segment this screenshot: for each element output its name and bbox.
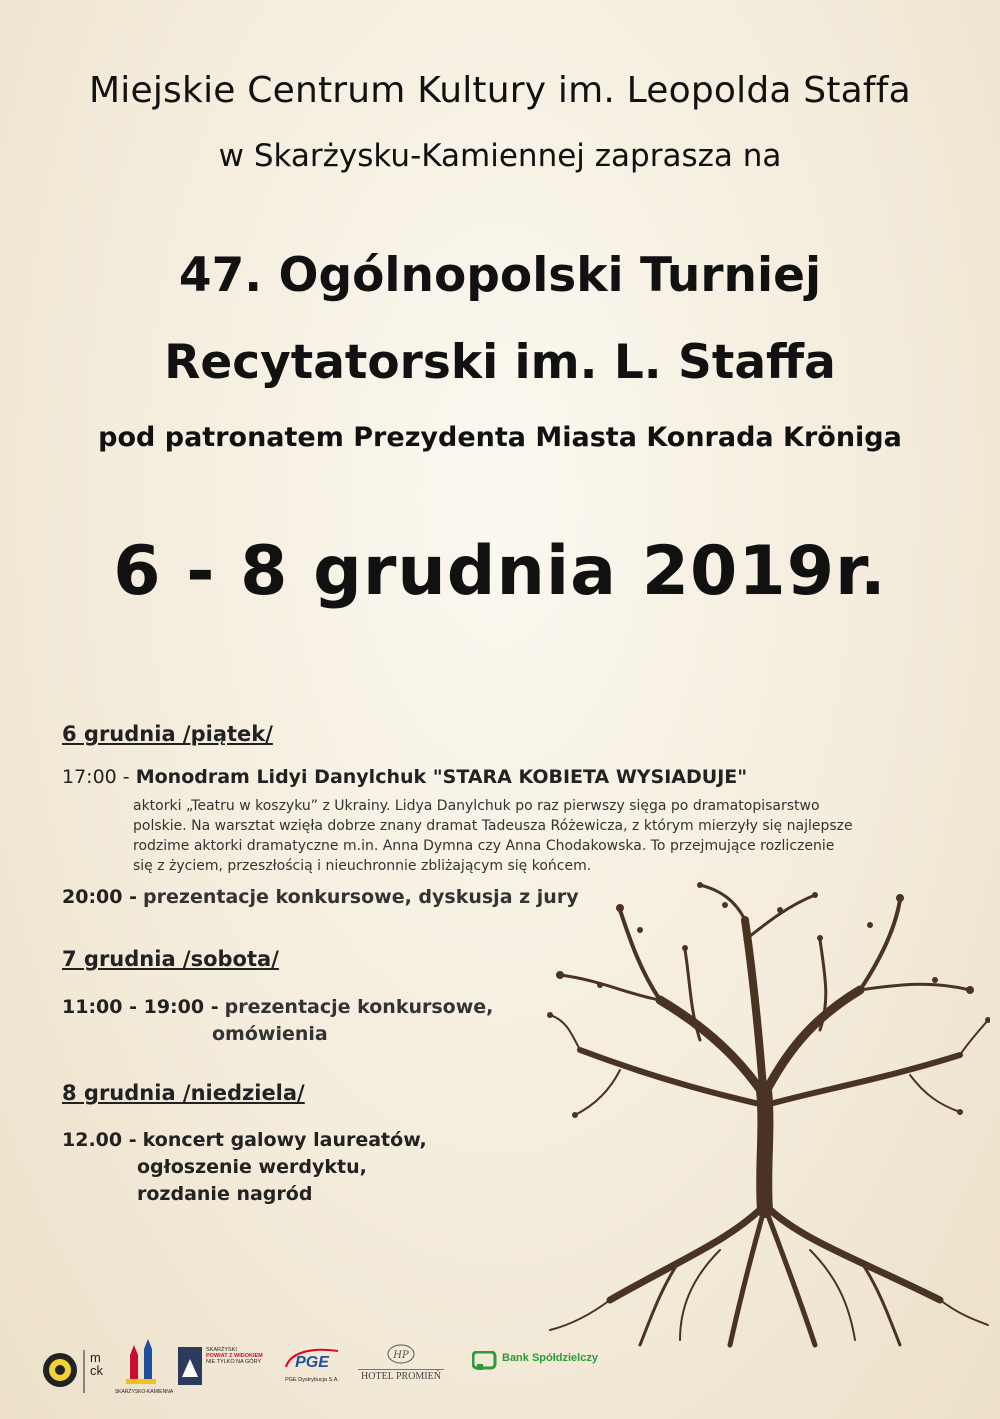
day1-event2-time: 20:00 - [62, 886, 137, 908]
sponsor-logos [30, 1335, 630, 1395]
desc-line: polskie. Na warsztat wzięła dobrze znany dramat Tadeusza Różewicza, z którym mierzyły się najlepsze [133, 818, 853, 834]
day1-event2-text: prezentacje konkursowe, dyskusja z jury [143, 886, 579, 908]
day2-event1-time: 11:00 - 19:00 - [62, 996, 219, 1018]
city-logo [114, 1339, 174, 1395]
day2-event1-text: prezentacje konkursowe, [224, 996, 494, 1018]
mck-logo [38, 1345, 108, 1399]
powiat-logo [178, 1347, 263, 1389]
event-dates: 6 - 8 grudnia 2019r. [113, 532, 887, 611]
day1-event2 [62, 886, 579, 908]
hotel-logo [358, 1343, 444, 1382]
day3-event1 [62, 1129, 427, 1151]
bank-logo [472, 1351, 598, 1375]
pge-logo [280, 1345, 344, 1383]
desc-line: rodzime aktorki dramatyczne m.in. Anna Dymna czy Anna Chodakowska. To przejmujące rozliczenie [133, 838, 835, 854]
day1-event1-time: 17:00 - [62, 766, 130, 788]
city-name: SKARŻYSKO-KAMIENNA [114, 1389, 174, 1395]
pge-wordmark: PGE [295, 1354, 329, 1371]
powiat-line-3: NIE TYLKO NA GÓRY [206, 1359, 262, 1365]
hotel-name: HOTEL PROMIEŃ [358, 1369, 444, 1382]
day2-heading: 7 grudnia /sobota/ [62, 947, 279, 971]
organizer-line-1: Miejskie Centrum Kultury im. Leopolda Staffa [89, 70, 911, 111]
day1-heading: 6 grudnia /piątek/ [62, 722, 273, 746]
day2-event1-text-2: omówienia [212, 1023, 328, 1045]
day3-event1-text-3: rozdanie nagród [137, 1183, 313, 1205]
mck-text: mck [90, 1350, 103, 1378]
svg-text:HP: HP [393, 1350, 409, 1361]
day1-event1-description [133, 796, 943, 876]
day3-event1-text: koncert galowy laureatów, [142, 1129, 427, 1151]
event-title-line-2: Recytatorski im. L. Staffa [164, 335, 836, 390]
day3-heading: 8 grudnia /niedziela/ [62, 1081, 305, 1105]
desc-line: się z życiem, przeszłością i nieuchronnie zbliżającym się końcem. [133, 858, 592, 874]
day2-event1 [62, 996, 493, 1018]
day3-event1-time: 12.00 - [62, 1129, 137, 1151]
day1-event1 [62, 766, 747, 788]
patronage-line: pod patronatem Prezydenta Miasta Konrada Kröniga [98, 422, 902, 453]
powiat-line-2: POWIAT Z WIDOKIEM [206, 1353, 263, 1359]
day1-event1-title: Monodram Lidyi Danylchuk "STARA KOBIETA WYSIADUJE" [135, 766, 748, 788]
desc-line: aktorki „Teatru w koszyku” z Ukrainy. Lidya Danylchuk po raz pierwszy sięga po dramatopisarstwo [133, 798, 820, 814]
bank-name: Bank Spółdzielczy [502, 1352, 598, 1364]
day3-event1-text-2: ogłoszenie werdyktu, [137, 1156, 367, 1178]
event-title-line-1: 47. Ogólnopolski Turniej [178, 248, 822, 303]
powiat-line-1: SKARŻYSKI [206, 1347, 237, 1353]
tree-illustration [540, 880, 990, 1350]
pge-subtext: PGE Dystrybucja S.A. [285, 1377, 339, 1383]
organizer-line-2: w Skarżysku-Kamiennej zaprasza na [218, 138, 782, 174]
